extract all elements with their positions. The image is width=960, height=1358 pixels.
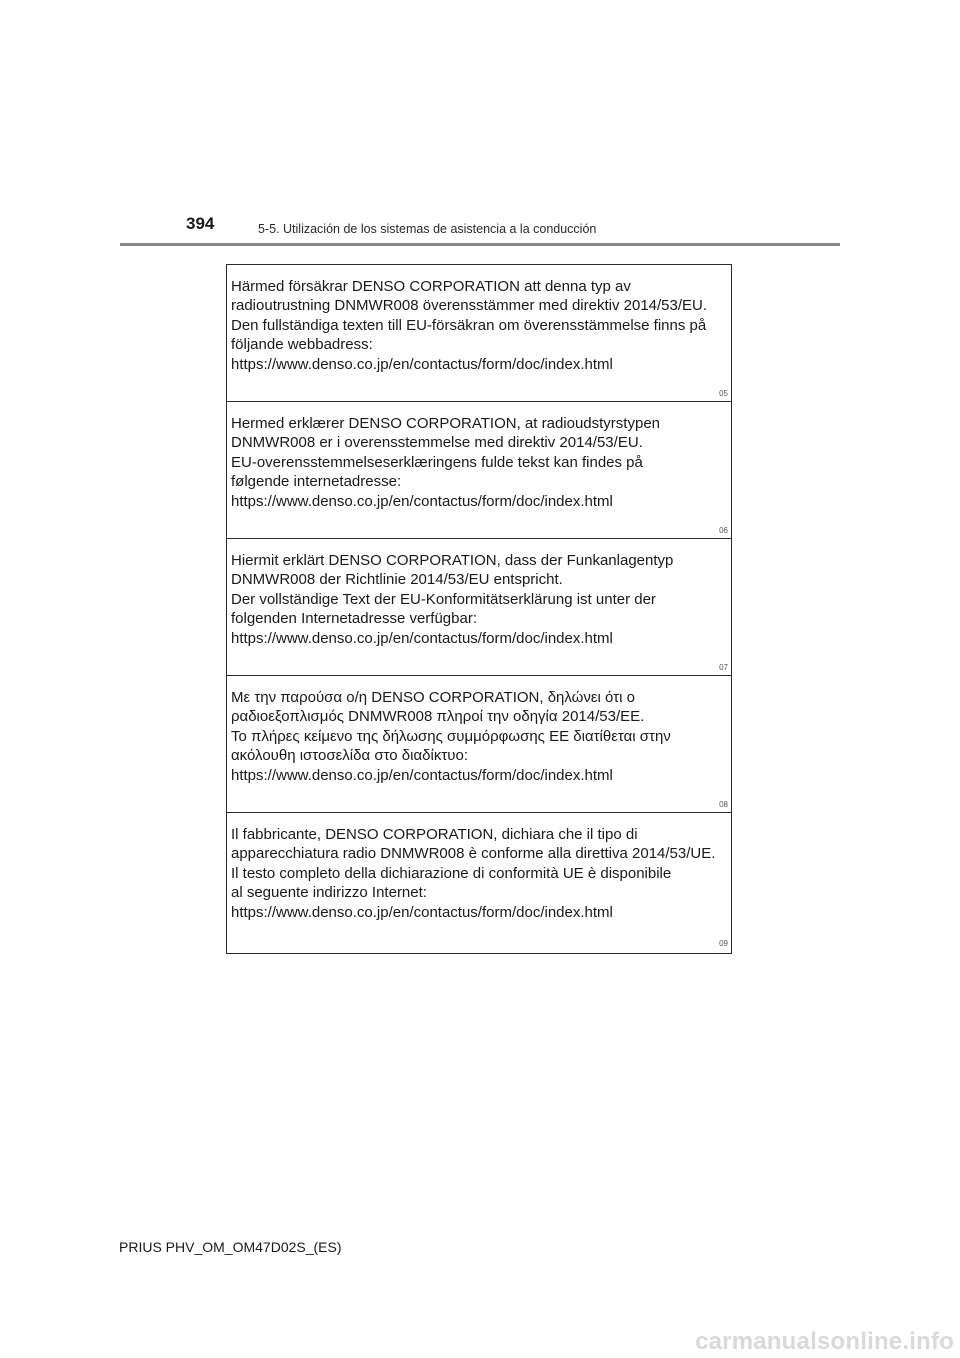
declaration-box [226, 264, 732, 954]
declaration-code: 07 [719, 663, 728, 672]
declaration-text [231, 551, 727, 648]
declaration-url: https://www.denso.co.jp/en/contactus/form/doc/index.html [231, 355, 613, 373]
page-number: 394 [186, 214, 215, 233]
declaration-text [231, 825, 727, 922]
declaration-swedish [227, 265, 731, 402]
declaration-danish [227, 402, 731, 539]
declaration-line: DNMWR008 er i overensstemmelse med direktiv 2014/53/EU. [231, 434, 643, 452]
declaration-line: följande webbadress: [231, 336, 373, 354]
declaration-code: 05 [719, 389, 728, 398]
declaration-url: https://www.denso.co.jp/en/contactus/form/doc/index.html [231, 903, 613, 921]
declaration-code: 06 [719, 526, 728, 535]
declaration-code: 09 [719, 939, 728, 948]
declaration-line: Härmed försäkrar DENSO CORPORATION att denna typ av [231, 278, 631, 295]
declaration-line: al seguente indirizzo Internet: [231, 884, 427, 902]
declaration-url: https://www.denso.co.jp/en/contactus/form/doc/index.html [231, 492, 613, 510]
declaration-text [231, 688, 727, 785]
declaration-line: ραδιοεξοπλισμός DNMWR008 πληροί την οδηγία 2014/53/ΕΕ. [231, 708, 645, 726]
document-code: PRIUS PHV_OM_OM47D02S_(ES) [119, 1239, 342, 1255]
declaration-italian [227, 813, 731, 951]
declaration-code: 08 [719, 800, 728, 809]
declaration-text [231, 414, 727, 511]
declaration-line: ακόλουθη ιστοσελίδα στο διαδίκτυο: [231, 747, 468, 765]
declaration-line: Il testo completo della dichiarazione di conformità UE è disponibile [231, 864, 672, 882]
section-title: 5-5. Utilización de los sistemas de asistencia a la conducción [258, 222, 597, 236]
declaration-line: følgende internetadresse: [231, 473, 402, 491]
declaration-url: https://www.denso.co.jp/en/contactus/form/doc/index.html [231, 766, 613, 784]
header-divider [120, 243, 840, 246]
declaration-url: https://www.denso.co.jp/en/contactus/form/doc/index.html [231, 629, 613, 647]
declaration-german [227, 539, 731, 676]
declaration-text [231, 277, 727, 374]
declaration-line: DNMWR008 der Richtlinie 2014/53/EU entspricht. [231, 571, 563, 589]
declaration-line: apparecchiatura radio DNMWR008 è conforme alla direttiva 2014/53/UE. [231, 845, 716, 863]
declaration-line: Με την παρούσα ο/η DENSO CORPORATION, δηλώνει ότι ο [231, 689, 635, 706]
declaration-line: radioutrustning DNMWR008 överensstämmer med direktiv 2014/53/EU. [231, 297, 708, 315]
watermark: carmanualsonline.info [695, 1328, 954, 1355]
declaration-line: folgenden Internetadresse verfügbar: [231, 610, 477, 628]
declaration-line: Der vollständige Text der EU-Konformitätserklärung ist unter der [231, 590, 656, 608]
declaration-line: Το πλήρες κείμενο της δήλωσης συμμόρφωσης ΕΕ διατίθεται στην [231, 727, 671, 745]
declaration-line: Il fabbricante, DENSO CORPORATION, dichiara che il tipo di [231, 826, 638, 843]
declaration-greek [227, 676, 731, 813]
declaration-line: Den fullständiga texten till EU-försäkran om överensstämmelse finns på [231, 316, 707, 334]
declaration-line: Hermed erklærer DENSO CORPORATION, at radioudstyrstypen [231, 415, 661, 432]
declaration-line: EU-overensstemmelseserklæringens fulde tekst kan findes på [231, 453, 643, 471]
declaration-line: Hiermit erklärt DENSO CORPORATION, dass der Funkanlagentyp [231, 552, 674, 569]
